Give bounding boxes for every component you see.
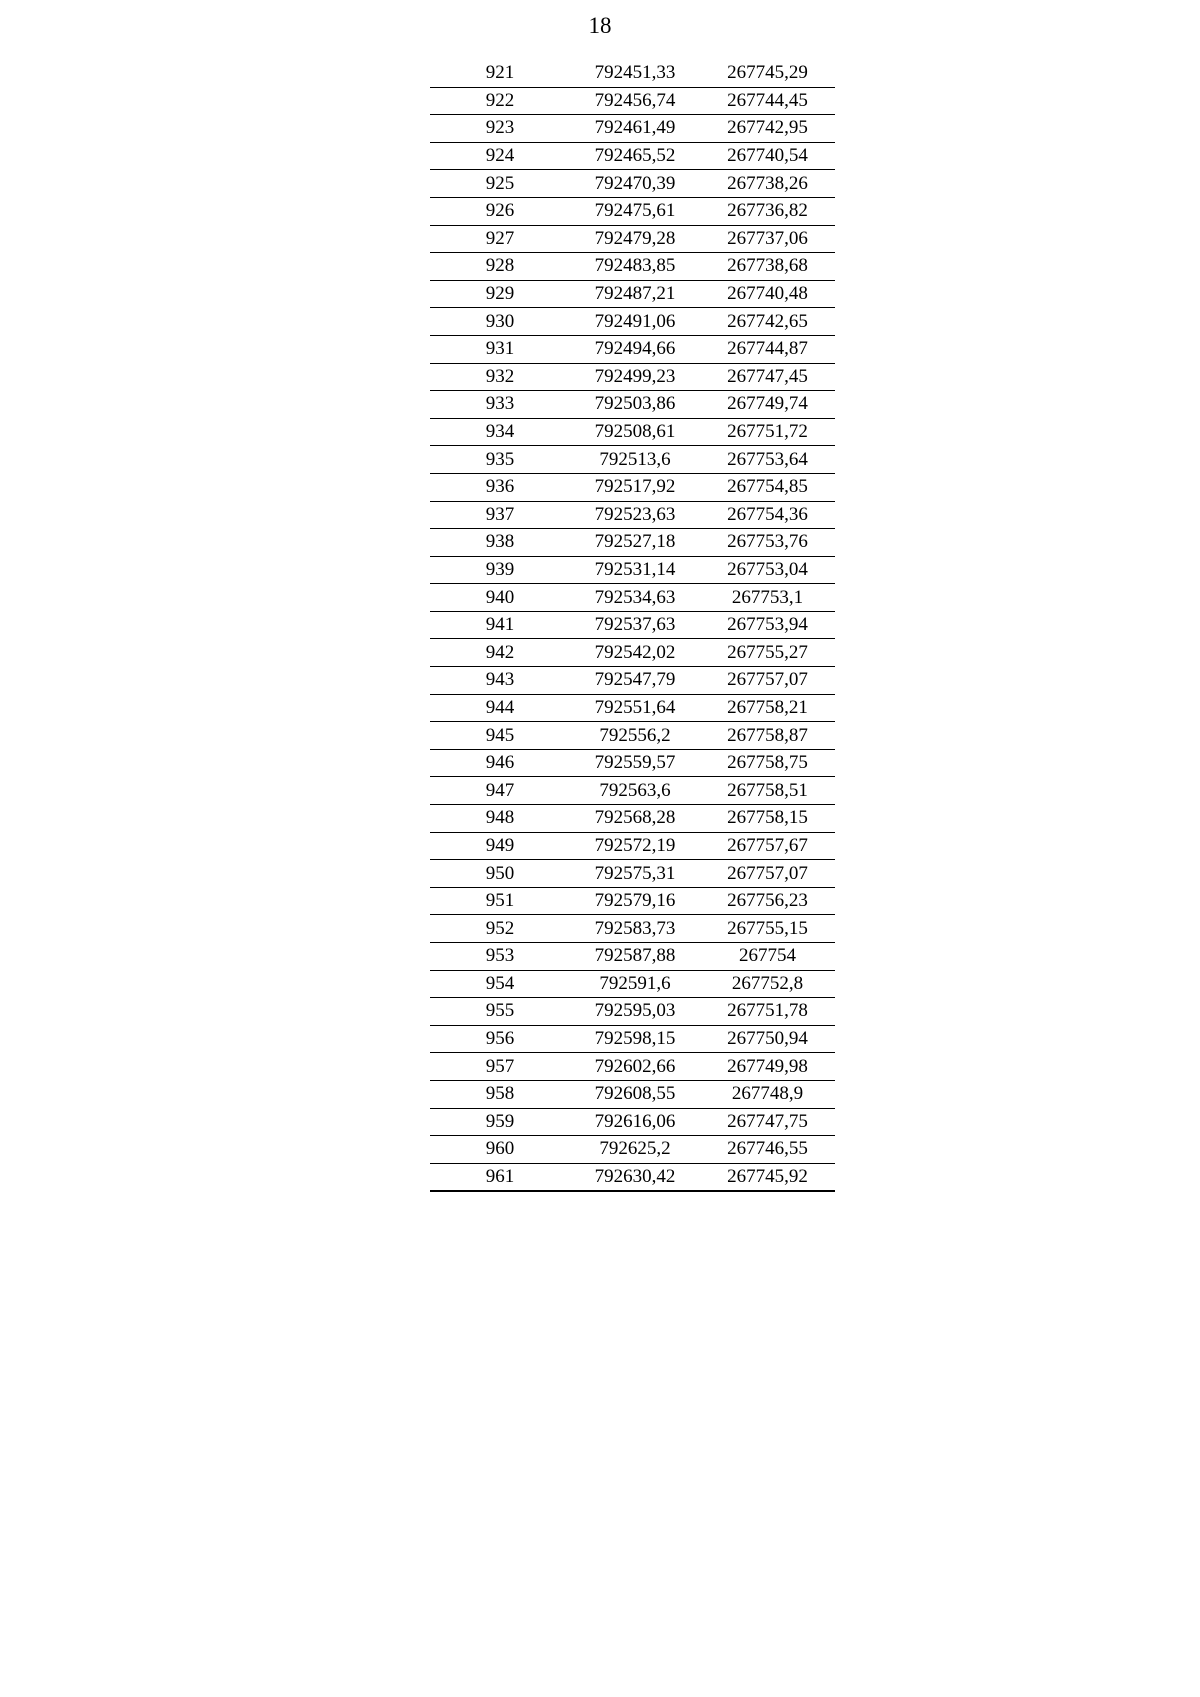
- y-coordinate-cell: 267746,55: [700, 1136, 835, 1164]
- point-number-cell: 954: [430, 970, 570, 998]
- y-coordinate-cell: 267754: [700, 943, 835, 971]
- y-coordinate-cell: 267738,26: [700, 170, 835, 198]
- x-coordinate-cell: 792527,18: [570, 529, 700, 557]
- coordinates-table: [430, 60, 835, 1192]
- table-row: [430, 694, 835, 722]
- x-coordinate-cell: 792508,61: [570, 418, 700, 446]
- point-number-cell: 938: [430, 529, 570, 557]
- y-coordinate-cell: 267752,8: [700, 970, 835, 998]
- x-coordinate-cell: 792491,06: [570, 308, 700, 336]
- x-coordinate-cell: 792494,66: [570, 335, 700, 363]
- table-row: [430, 556, 835, 584]
- x-coordinate-cell: 792587,88: [570, 943, 700, 971]
- y-coordinate-cell: 267750,94: [700, 1025, 835, 1053]
- y-coordinate-cell: 267758,75: [700, 749, 835, 777]
- point-number-cell: 928: [430, 253, 570, 281]
- table-row: [430, 887, 835, 915]
- y-coordinate-cell: 267751,72: [700, 418, 835, 446]
- point-number-cell: 945: [430, 722, 570, 750]
- table-row: [430, 308, 835, 336]
- point-number-cell: 935: [430, 446, 570, 474]
- table-row: [430, 1080, 835, 1108]
- y-coordinate-cell: 267757,67: [700, 832, 835, 860]
- point-number-cell: 941: [430, 611, 570, 639]
- table-row: [430, 805, 835, 833]
- y-coordinate-cell: 267751,78: [700, 998, 835, 1026]
- x-coordinate-cell: 792551,64: [570, 694, 700, 722]
- x-coordinate-cell: 792513,6: [570, 446, 700, 474]
- x-coordinate-cell: 792465,52: [570, 142, 700, 170]
- point-number-cell: 934: [430, 418, 570, 446]
- y-coordinate-cell: 267758,15: [700, 805, 835, 833]
- x-coordinate-cell: 792517,92: [570, 473, 700, 501]
- x-coordinate-cell: 792572,19: [570, 832, 700, 860]
- y-coordinate-cell: 267758,21: [700, 694, 835, 722]
- x-coordinate-cell: 792598,15: [570, 1025, 700, 1053]
- table-row: [430, 639, 835, 667]
- coordinates-table-body: [430, 60, 835, 1191]
- x-coordinate-cell: 792479,28: [570, 225, 700, 253]
- table-row: [430, 998, 835, 1026]
- point-number-cell: 930: [430, 308, 570, 336]
- point-number-cell: 933: [430, 391, 570, 419]
- y-coordinate-cell: 267757,07: [700, 860, 835, 888]
- point-number-cell: 922: [430, 87, 570, 115]
- y-coordinate-cell: 267749,74: [700, 391, 835, 419]
- point-number-cell: 926: [430, 197, 570, 225]
- x-coordinate-cell: 792568,28: [570, 805, 700, 833]
- y-coordinate-cell: 267747,75: [700, 1108, 835, 1136]
- point-number-cell: 953: [430, 943, 570, 971]
- point-number-cell: 939: [430, 556, 570, 584]
- y-coordinate-cell: 267756,23: [700, 887, 835, 915]
- point-number-cell: 937: [430, 501, 570, 529]
- y-coordinate-cell: 267740,54: [700, 142, 835, 170]
- x-coordinate-cell: 792523,63: [570, 501, 700, 529]
- y-coordinate-cell: 267755,15: [700, 915, 835, 943]
- x-coordinate-cell: 792630,42: [570, 1163, 700, 1191]
- y-coordinate-cell: 267755,27: [700, 639, 835, 667]
- table-row: [430, 943, 835, 971]
- y-coordinate-cell: 267758,51: [700, 777, 835, 805]
- table-row: [430, 115, 835, 143]
- y-coordinate-cell: 267744,45: [700, 87, 835, 115]
- x-coordinate-cell: 792575,31: [570, 860, 700, 888]
- y-coordinate-cell: 267754,85: [700, 473, 835, 501]
- x-coordinate-cell: 792583,73: [570, 915, 700, 943]
- table-row: [430, 1163, 835, 1191]
- y-coordinate-cell: 267737,06: [700, 225, 835, 253]
- point-number-cell: 940: [430, 584, 570, 612]
- point-number-cell: 948: [430, 805, 570, 833]
- table-row: [430, 777, 835, 805]
- table-row: [430, 363, 835, 391]
- point-number-cell: 947: [430, 777, 570, 805]
- x-coordinate-cell: 792534,63: [570, 584, 700, 612]
- y-coordinate-cell: 267753,04: [700, 556, 835, 584]
- table-row: [430, 446, 835, 474]
- table-row: [430, 280, 835, 308]
- table-row: [430, 60, 835, 87]
- point-number-cell: 942: [430, 639, 570, 667]
- x-coordinate-cell: 792461,49: [570, 115, 700, 143]
- point-number-cell: 959: [430, 1108, 570, 1136]
- table-row: [430, 667, 835, 695]
- y-coordinate-cell: 267753,94: [700, 611, 835, 639]
- y-coordinate-cell: 267744,87: [700, 335, 835, 363]
- point-number-cell: 946: [430, 749, 570, 777]
- y-coordinate-cell: 267754,36: [700, 501, 835, 529]
- table-row: [430, 501, 835, 529]
- y-coordinate-cell: 267740,48: [700, 280, 835, 308]
- y-coordinate-cell: 267738,68: [700, 253, 835, 281]
- y-coordinate-cell: 267748,9: [700, 1080, 835, 1108]
- table-row: [430, 197, 835, 225]
- y-coordinate-cell: 267742,95: [700, 115, 835, 143]
- y-coordinate-cell: 267745,29: [700, 60, 835, 87]
- point-number-cell: 929: [430, 280, 570, 308]
- y-coordinate-cell: 267745,92: [700, 1163, 835, 1191]
- point-number-cell: 932: [430, 363, 570, 391]
- point-number-cell: 949: [430, 832, 570, 860]
- table-row: [430, 473, 835, 501]
- y-coordinate-cell: 267753,76: [700, 529, 835, 557]
- x-coordinate-cell: 792487,21: [570, 280, 700, 308]
- x-coordinate-cell: 792483,85: [570, 253, 700, 281]
- point-number-cell: 944: [430, 694, 570, 722]
- table-row: [430, 970, 835, 998]
- page-number: 18: [588, 13, 612, 38]
- table-row: [430, 529, 835, 557]
- x-coordinate-cell: 792503,86: [570, 391, 700, 419]
- point-number-cell: 924: [430, 142, 570, 170]
- x-coordinate-cell: 792595,03: [570, 998, 700, 1026]
- point-number-cell: 960: [430, 1136, 570, 1164]
- y-coordinate-cell: 267753,1: [700, 584, 835, 612]
- x-coordinate-cell: 792579,16: [570, 887, 700, 915]
- table-row: [430, 225, 835, 253]
- table-row: [430, 1136, 835, 1164]
- table-row: [430, 1108, 835, 1136]
- point-number-cell: 923: [430, 115, 570, 143]
- x-coordinate-cell: 792608,55: [570, 1080, 700, 1108]
- point-number-cell: 952: [430, 915, 570, 943]
- point-number-cell: 961: [430, 1163, 570, 1191]
- point-number-cell: 958: [430, 1080, 570, 1108]
- x-coordinate-cell: 792556,2: [570, 722, 700, 750]
- y-coordinate-cell: 267736,82: [700, 197, 835, 225]
- x-coordinate-cell: 792602,66: [570, 1053, 700, 1081]
- table-row: [430, 335, 835, 363]
- table-row: [430, 915, 835, 943]
- table-row: [430, 722, 835, 750]
- x-coordinate-cell: 792456,74: [570, 87, 700, 115]
- table-row: [430, 749, 835, 777]
- table-row: [430, 1025, 835, 1053]
- table-row: [430, 170, 835, 198]
- x-coordinate-cell: 792625,2: [570, 1136, 700, 1164]
- x-coordinate-cell: 792475,61: [570, 197, 700, 225]
- table-row: [430, 860, 835, 888]
- point-number-cell: 955: [430, 998, 570, 1026]
- y-coordinate-cell: 267742,65: [700, 308, 835, 336]
- table-row: [430, 1053, 835, 1081]
- y-coordinate-cell: 267753,64: [700, 446, 835, 474]
- y-coordinate-cell: 267747,45: [700, 363, 835, 391]
- x-coordinate-cell: 792531,14: [570, 556, 700, 584]
- x-coordinate-cell: 792451,33: [570, 60, 700, 87]
- point-number-cell: 957: [430, 1053, 570, 1081]
- x-coordinate-cell: 792470,39: [570, 170, 700, 198]
- x-coordinate-cell: 792499,23: [570, 363, 700, 391]
- point-number-cell: 931: [430, 335, 570, 363]
- table-row: [430, 832, 835, 860]
- y-coordinate-cell: 267758,87: [700, 722, 835, 750]
- point-number-cell: 951: [430, 887, 570, 915]
- x-coordinate-cell: 792559,57: [570, 749, 700, 777]
- point-number-cell: 936: [430, 473, 570, 501]
- x-coordinate-cell: 792547,79: [570, 667, 700, 695]
- point-number-cell: 921: [430, 60, 570, 87]
- point-number-cell: 950: [430, 860, 570, 888]
- table-row: [430, 391, 835, 419]
- point-number-cell: 927: [430, 225, 570, 253]
- y-coordinate-cell: 267757,07: [700, 667, 835, 695]
- point-number-cell: 956: [430, 1025, 570, 1053]
- x-coordinate-cell: 792537,63: [570, 611, 700, 639]
- table-row: [430, 253, 835, 281]
- x-coordinate-cell: 792591,6: [570, 970, 700, 998]
- x-coordinate-cell: 792563,6: [570, 777, 700, 805]
- point-number-cell: 943: [430, 667, 570, 695]
- table-row: [430, 418, 835, 446]
- table-row: [430, 87, 835, 115]
- table-row: [430, 142, 835, 170]
- table-row: [430, 611, 835, 639]
- x-coordinate-cell: 792542,02: [570, 639, 700, 667]
- point-number-cell: 925: [430, 170, 570, 198]
- table-row: [430, 584, 835, 612]
- x-coordinate-cell: 792616,06: [570, 1108, 700, 1136]
- y-coordinate-cell: 267749,98: [700, 1053, 835, 1081]
